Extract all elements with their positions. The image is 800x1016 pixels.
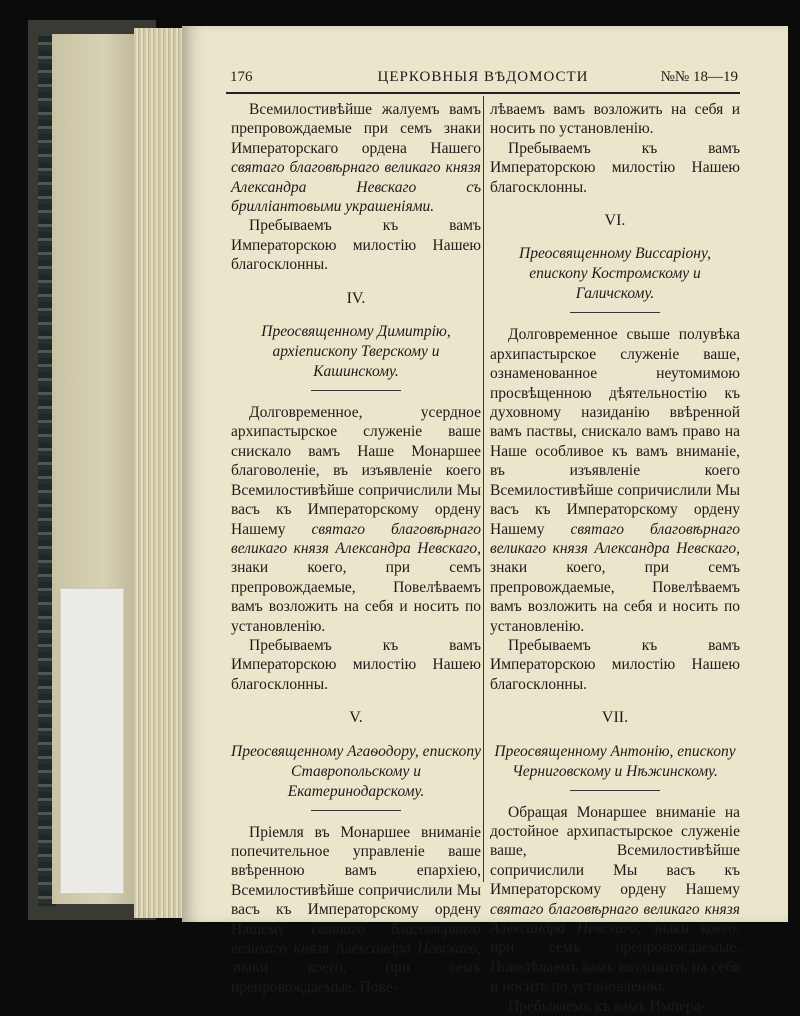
- text-run: Пріемля въ Монаршее вниманіе попечительное управленіе ваше ввѣренною вамъ епархіею, Всемилостивѣйше сопричислили Мы васъ къ Императорскому ордену Нашему: [231, 823, 481, 938]
- paragraph: [231, 403, 481, 636]
- left-column: [231, 100, 481, 997]
- issue-number: №№ 18—19: [660, 69, 738, 85]
- text-run: Обращая Монаршее вниманіе на достойное архипастырское служеніе ваше, Всемилостивѣйше сопричислили Мы васъ къ Императорскому ордену Нашему: [490, 803, 740, 899]
- paragraph: [231, 823, 481, 998]
- page-number: 176: [230, 69, 253, 85]
- paragraph: Пребываемъ къ вамъ Импера-: [508, 997, 706, 1015]
- running-title: ЦЕРКОВНЫЯ ВѢДОМОСТИ: [377, 69, 589, 85]
- italic-run: святаго благовѣрнаго великаго князя Александра Невскаго,: [490, 520, 741, 557]
- section-number: V.: [349, 709, 363, 727]
- text-run: знаки коего, при семъ препровождаемые, Пове-: [231, 959, 481, 996]
- right-column: [490, 100, 740, 1016]
- text-run: Долговременное свыше полувѣка архипастырское служеніе ваше, ознаменованное неутомимою просвѣщенною дѣятельностію къ духовному назиданію ввѣренной вамъ паствы, снискало вамъ право на Наше особливое къ вамъ вниманіе, въ изъявленіе коего Всемилостивѣйше сопричислили Мы васъ къ Императорскому ордену Нашему: [490, 326, 740, 538]
- library-label-sticker: [60, 588, 124, 894]
- page-block-edges: [134, 28, 186, 918]
- text-run: знаки коего, при семъ препровождаемые, Повелѣваемъ вамъ возложить на себя и носить по установленію.: [231, 559, 481, 635]
- section-number: VII.: [601, 709, 629, 727]
- paragraph: Пребываемъ къ вамъ Императорскою милостію Нашею благосклонны.: [490, 139, 740, 196]
- column-divider: [483, 96, 484, 882]
- italic-run: святаго благовѣрнаго великаго князя Александра Невскаго,: [490, 900, 740, 937]
- italic-run: святаго благовѣрнаго великаго князя Александра Невскаго,: [231, 520, 482, 557]
- section-number: IV.: [346, 289, 366, 307]
- paragraph: [490, 803, 740, 997]
- paragraph: Пребываемъ къ вамъ Императорскою милостію Нашею благосклонны.: [231, 636, 481, 693]
- italic-run: святаго благовѣрнаго великаго князя Александра Невскаго,: [231, 920, 482, 957]
- paragraph: [490, 325, 740, 636]
- section-address: Преосвященному Антонію, епископу Черниговскому и Нѣжинскому.: [490, 742, 740, 791]
- text-run: Долговременное, усердное архипастырское служеніе ваше снискало вамъ Наше Монаршее благоволеніе, въ изъявленіе коего Всемилостивѣйше сопричислили Мы васъ къ Императорскому ордену Нашему: [231, 404, 481, 538]
- section-address: Преосвященному Виссаріону, епископу Костромскому и Галичскому.: [490, 244, 740, 313]
- paragraph: Пребываемъ къ вамъ Императорскою милостію Нашею благосклонны.: [231, 217, 481, 274]
- italic-run: святаго благовѣрнаго великаго князя Александра Невскаго съ брилліантовыми украшеніями.: [231, 159, 481, 216]
- page-header: [226, 66, 740, 94]
- text-run: знаки коего, при семъ препровождаемые, Повелѣваемъ вамъ возложить на себя и носить по установленію.: [490, 559, 740, 635]
- section-address: Преосвященному Агаѳодору, епископу Ставропольскому и Екатеринодарскому.: [231, 742, 481, 811]
- paragraph: Пребываемъ къ вамъ Императорскою милостію Нашею благосклонны.: [490, 636, 740, 693]
- section-number: VI.: [604, 212, 626, 230]
- text-run: Всемилостивѣйше жалуемъ вамъ препровождаемые при семъ знаки Императорскаго ордена Нашего: [231, 101, 481, 157]
- paragraph: лѣваемъ вамъ возложить на себя и носить по установленію.: [490, 101, 740, 138]
- text-run: знаки коего, при семъ препровождаемые, Повелѣваемъ вамъ возложить на себя и носить по установленію.: [490, 920, 740, 996]
- paragraph: [231, 100, 481, 216]
- section-address: Преосвященному Димитрію, архіепископу Тверскому и Кашинскому.: [231, 322, 481, 391]
